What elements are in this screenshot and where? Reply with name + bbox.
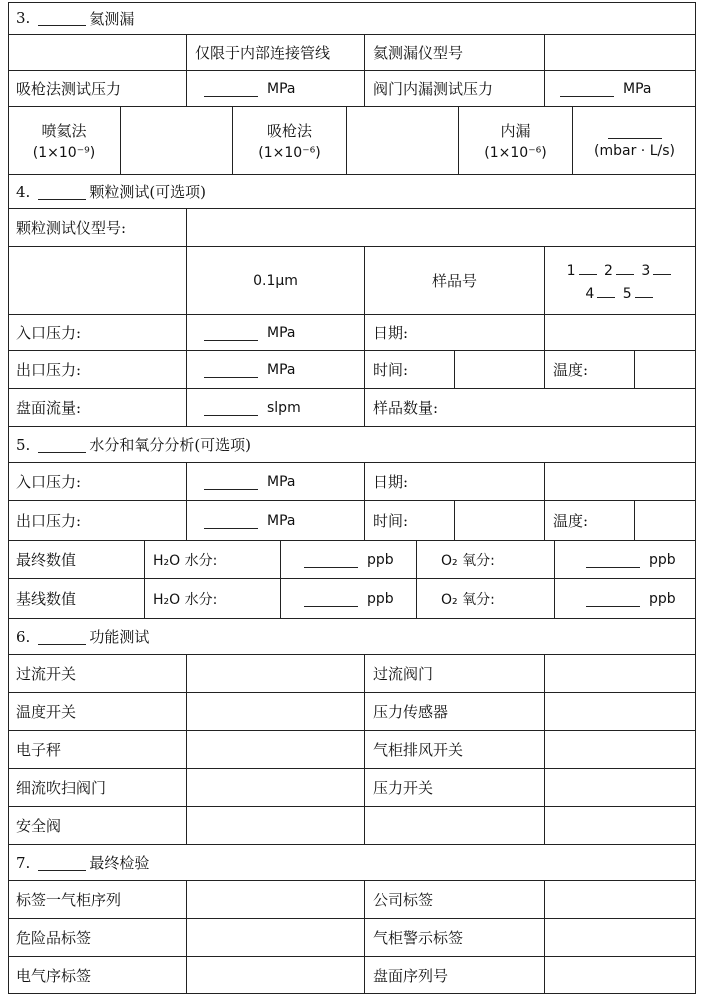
particle-flow-row: [8, 388, 696, 426]
gun-cell: [232, 106, 346, 174]
function-value[interactable]: [544, 768, 696, 806]
function-row: [8, 654, 696, 692]
value-blank[interactable]: [586, 552, 640, 568]
valve-pressure-value[interactable]: [544, 70, 696, 106]
function-label: 电子秤: [8, 730, 186, 768]
section-number: 3.: [16, 9, 31, 27]
gun-pressure-value[interactable]: [186, 70, 364, 106]
temp-label: 温度:: [544, 500, 634, 540]
sample-2: 2: [604, 262, 613, 279]
inspection-label: 公司标签: [364, 880, 544, 918]
particle-size: 0.1μm: [186, 246, 364, 314]
time-label: 时间:: [364, 500, 454, 540]
model-label: 氦测漏仪型号: [364, 34, 544, 70]
section-title: 颗粒测试(可选项): [89, 183, 207, 201]
section-number: 4.: [16, 182, 31, 201]
flow-value[interactable]: [186, 388, 364, 426]
unit-label: MPa: [267, 80, 296, 97]
unit-label: MPa: [267, 361, 296, 378]
inner-cell: [458, 106, 572, 174]
unit-label: slpm: [267, 399, 301, 416]
unit-label: MPa: [267, 512, 296, 529]
check-blank[interactable]: [38, 629, 86, 645]
function-value[interactable]: [186, 768, 364, 806]
baseline-values-row: [8, 578, 696, 618]
sample-no-label: 样品号: [364, 246, 544, 314]
sample-blank[interactable]: [616, 260, 634, 275]
temp-label: 温度:: [544, 350, 634, 388]
section-7-header: [8, 844, 696, 880]
section-title: 氦测漏: [89, 9, 135, 28]
function-value[interactable]: [544, 692, 696, 730]
function-row: [8, 806, 696, 844]
section-title: 最终检验: [89, 854, 150, 872]
inlet-value[interactable]: [186, 462, 364, 500]
final-label: 最终数值: [8, 540, 144, 578]
inlet-label: 入口压力:: [8, 462, 186, 500]
section-number: 7.: [16, 853, 31, 872]
unit-label: ppb: [649, 590, 676, 607]
inlet-value[interactable]: [186, 314, 364, 350]
unit-label: MPa: [267, 324, 296, 341]
value-blank[interactable]: [204, 474, 258, 490]
time-value[interactable]: [454, 500, 544, 540]
inspection-row: [8, 880, 696, 918]
final-values-row: [8, 540, 696, 578]
function-label: 过流阀门: [364, 654, 544, 692]
helium-model-row: [8, 34, 696, 70]
inspection-label: 气柜警示标签: [364, 918, 544, 956]
sample-numbers[interactable]: [544, 246, 696, 314]
baseline-label: 基线数值: [8, 578, 144, 618]
sample-3: 3: [641, 262, 651, 279]
section-number: 6.: [16, 627, 31, 646]
inner-unit: (1×10⁻⁶): [484, 145, 547, 161]
function-row: [8, 768, 696, 806]
h2o-value[interactable]: [280, 540, 416, 578]
date-value[interactable]: [544, 314, 696, 350]
sample-blank[interactable]: [579, 260, 597, 275]
function-value[interactable]: [186, 806, 364, 844]
outlet-label: 出口压力:: [8, 500, 186, 540]
value-blank[interactable]: [304, 552, 358, 568]
function-value[interactable]: [544, 654, 696, 692]
function-value[interactable]: [544, 806, 696, 844]
section-title: 功能测试: [89, 628, 150, 646]
value-blank[interactable]: [304, 591, 358, 607]
particle-model-row: [8, 208, 696, 246]
time-value[interactable]: [454, 350, 544, 388]
gun-unit: (1×10⁻⁶): [258, 145, 321, 161]
inspection-row: [8, 918, 696, 956]
value-blank[interactable]: [204, 513, 258, 529]
function-label: 过流开关: [8, 654, 186, 692]
leak-rate-row: [8, 106, 696, 174]
unit-label: MPa: [623, 80, 652, 97]
time-label: 时间:: [364, 350, 454, 388]
value-blank[interactable]: [608, 123, 662, 139]
section-6-header: [8, 618, 696, 654]
section-title: 水分和氧分分析(可选项): [89, 436, 252, 454]
function-label: 温度开关: [8, 692, 186, 730]
particle-inlet-row: [8, 314, 696, 350]
inspection-value[interactable]: [544, 880, 696, 918]
sample-count-label: 样品数量:: [364, 388, 696, 426]
spray-label: 喷氦法: [41, 122, 87, 140]
o2-value[interactable]: [554, 578, 696, 618]
temp-value[interactable]: [634, 500, 696, 540]
function-value[interactable]: [186, 730, 364, 768]
valve-pressure-label: 阀门内漏测试压力: [364, 70, 544, 106]
sample-1: 1: [566, 262, 576, 279]
inspection-label: 危险品标签: [8, 918, 186, 956]
outlet-value[interactable]: [186, 350, 364, 388]
function-label: 细流吹扫阀门: [8, 768, 186, 806]
mbar-unit: (mbar · L/s): [594, 142, 675, 159]
sample-blank[interactable]: [597, 283, 615, 298]
check-blank[interactable]: [38, 184, 86, 200]
gun-value[interactable]: [346, 106, 458, 174]
particle-outlet-row: [8, 350, 696, 388]
particle-model-value[interactable]: [186, 208, 696, 246]
spray-value[interactable]: [120, 106, 232, 174]
function-row: [8, 692, 696, 730]
inspection-value[interactable]: [186, 880, 364, 918]
function-label: 压力开关: [364, 768, 544, 806]
sample-blank[interactable]: [653, 260, 671, 275]
value-blank[interactable]: [204, 400, 258, 416]
value-blank[interactable]: [586, 591, 640, 607]
inspection-label: 标签一气柜序列: [8, 880, 186, 918]
date-label: 日期:: [364, 462, 544, 500]
inspection-value[interactable]: [186, 956, 364, 994]
function-value[interactable]: [544, 730, 696, 768]
value-blank[interactable]: [204, 362, 258, 378]
sample-5: 5: [622, 285, 632, 302]
moisture-outlet-row: [8, 500, 696, 540]
date-value[interactable]: [544, 462, 696, 500]
function-label: 安全阀: [8, 806, 186, 844]
h2o-label: H₂O 水分:: [144, 540, 280, 578]
inspection-value[interactable]: [186, 918, 364, 956]
flow-label: 盘面流量:: [8, 388, 186, 426]
check-blank[interactable]: [38, 10, 86, 26]
model-value[interactable]: [544, 34, 696, 70]
outlet-value[interactable]: [186, 500, 364, 540]
unit-label: ppb: [367, 551, 394, 568]
temp-value[interactable]: [634, 350, 696, 388]
helium-pressure-row: [8, 70, 696, 106]
moisture-inlet-row: [8, 462, 696, 500]
o2-value[interactable]: [554, 540, 696, 578]
gun-label: 吸枪法: [266, 122, 312, 140]
section-4-header: [8, 174, 696, 208]
unit-label: MPa: [267, 473, 296, 490]
section-3-header: [8, 2, 696, 34]
h2o-value[interactable]: [280, 578, 416, 618]
unit-label: ppb: [649, 551, 676, 568]
h2o-label: H₂O 水分:: [144, 578, 280, 618]
inspection-value[interactable]: [544, 956, 696, 994]
o2-label: O₂ 氧分:: [416, 578, 554, 618]
spray-cell: [8, 106, 120, 174]
unit-label: ppb: [367, 590, 394, 607]
function-value[interactable]: [186, 654, 364, 692]
inner-label: 内漏: [500, 122, 531, 140]
inner-value[interactable]: [572, 106, 696, 174]
function-label: [364, 806, 544, 844]
date-label: 日期:: [364, 314, 544, 350]
value-blank[interactable]: [560, 81, 614, 97]
section-5-header: [8, 426, 696, 462]
sample-blank[interactable]: [635, 283, 653, 298]
check-blank[interactable]: [38, 437, 86, 453]
spray-unit: (1×10⁻⁹): [32, 145, 96, 161]
inlet-label: 入口压力:: [8, 314, 186, 350]
o2-label: O₂ 氧分:: [416, 540, 554, 578]
value-blank[interactable]: [204, 325, 258, 341]
particle-size-row: [8, 246, 696, 314]
function-label: 气柜排风开关: [364, 730, 544, 768]
inspection-value[interactable]: [544, 918, 696, 956]
empty-cell: [8, 34, 186, 70]
function-value[interactable]: [186, 692, 364, 730]
function-row: [8, 730, 696, 768]
pipeline-label: 仅限于内部连接管线: [186, 34, 364, 70]
value-blank[interactable]: [204, 81, 258, 97]
inspection-label: 盘面序列号: [364, 956, 544, 994]
gun-pressure-label: 吸枪法测试压力: [8, 70, 186, 106]
sample-4: 4: [585, 285, 595, 302]
empty-cell: [8, 246, 186, 314]
inspection-label: 电气序标签: [8, 956, 186, 994]
function-label: 压力传感器: [364, 692, 544, 730]
inspection-row: [8, 956, 696, 994]
check-blank[interactable]: [38, 855, 86, 871]
particle-model-label: 颗粒测试仪型号:: [8, 208, 186, 246]
section-number: 5.: [16, 435, 31, 454]
outlet-label: 出口压力:: [8, 350, 186, 388]
